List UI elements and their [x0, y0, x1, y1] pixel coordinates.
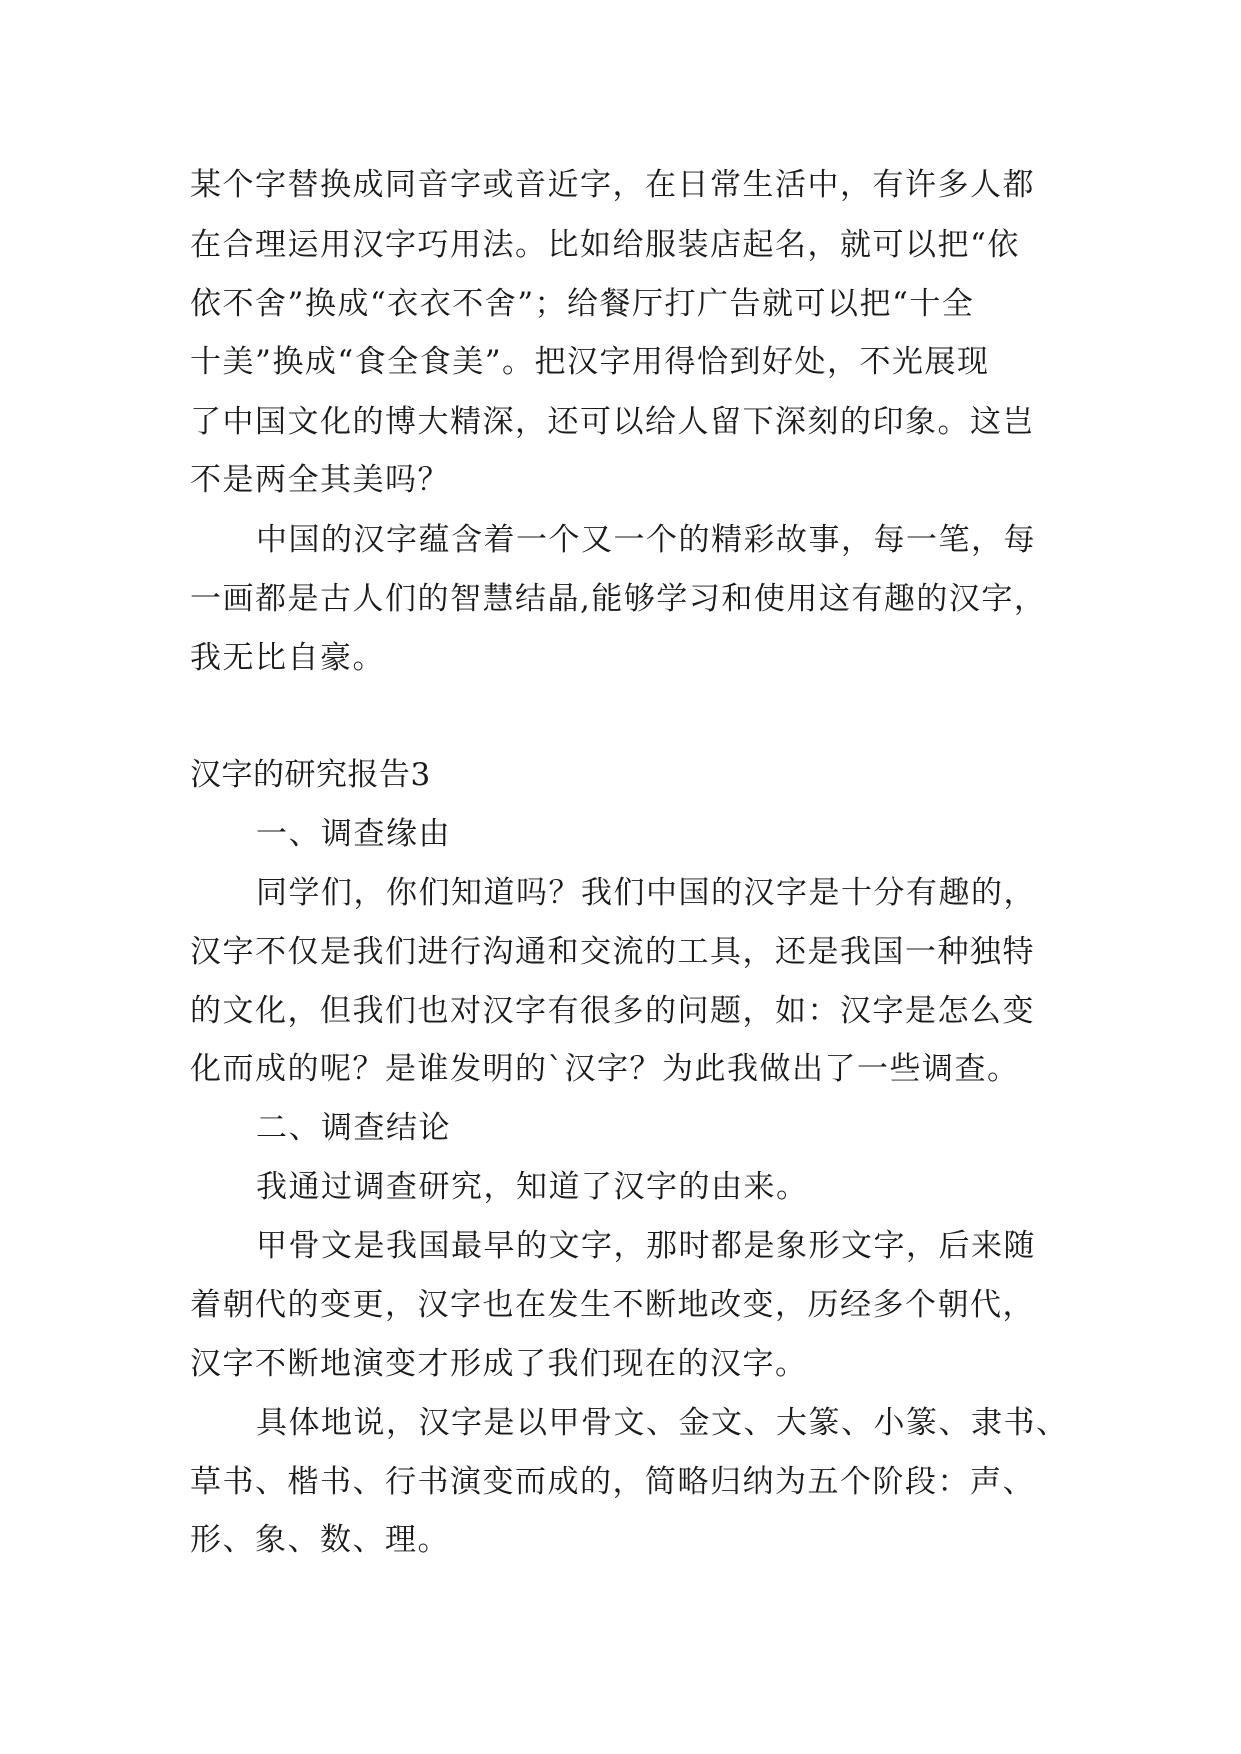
- paragraph-line: 某个字替换成同音字或音近字，在日常生活中，有许多人都: [190, 167, 1035, 203]
- section-title: 汉字的研究报告3: [190, 757, 431, 793]
- paragraph-line: 具体地说，汉字是以甲骨文、金文、大篆、小篆、隶书、: [256, 1405, 1069, 1441]
- paragraph-line: 中国的汉字蕴含着一个又一个的精彩故事，每一笔，每: [256, 522, 1036, 558]
- subheading: 二、调查结论: [256, 1110, 451, 1146]
- paragraph-line: 依不舍”换成“衣衣不舍”；给餐厅打广告就可以把“十全: [190, 286, 975, 322]
- paragraph-line: 化而成的呢？是谁发明的`汉字？为此我做出了一些调查。: [190, 1051, 1020, 1087]
- paragraph-line: 的文化，但我们也对汉字有很多的问题，如：汉字是怎么变: [190, 993, 1035, 1029]
- paragraph-line: 我无比自豪。: [190, 640, 385, 676]
- paragraph-line: 一画都是古人们的智慧结晶,能够学习和使用这有趣的汉字，: [190, 581, 1047, 617]
- paragraph-line: 汉字不断地演变才形成了我们现在的汉字。: [190, 1346, 808, 1382]
- paragraph-line: 不是两全其美吗？: [190, 462, 450, 498]
- subheading: 一、调查缘由: [256, 816, 451, 852]
- paragraph-line: 同学们，你们知道吗？我们中国的汉字是十分有趣的，: [256, 875, 1036, 911]
- paragraph-line: 形、象、数、理。: [190, 1522, 450, 1558]
- paragraph-line: 着朝代的变更，汉字也在发生不断地改变，历经多个朝代，: [190, 1287, 1035, 1323]
- paragraph-line: 了中国文化的博大精深，还可以给人留下深刻的印象。这岂: [190, 404, 1035, 440]
- paragraph-line: 汉字不仅是我们进行沟通和交流的工具，还是我国一种独特: [190, 934, 1035, 970]
- paragraph-line: 我通过调查研究，知道了汉字的由来。: [256, 1169, 809, 1205]
- paragraph-line: 十美”换成“食全食美”。把汉字用得恰到好处，不光展现: [190, 344, 990, 380]
- paragraph-line: 在合理运用汉字巧用法。比如给服装店起名，就可以把“依: [190, 227, 1020, 263]
- paragraph-line: 草书、楷书、行书演变而成的，简略归纳为五个阶段：声、: [190, 1464, 1035, 1500]
- paragraph-line: 甲骨文是我国最早的文字，那时都是象形文字，后来随: [256, 1228, 1036, 1264]
